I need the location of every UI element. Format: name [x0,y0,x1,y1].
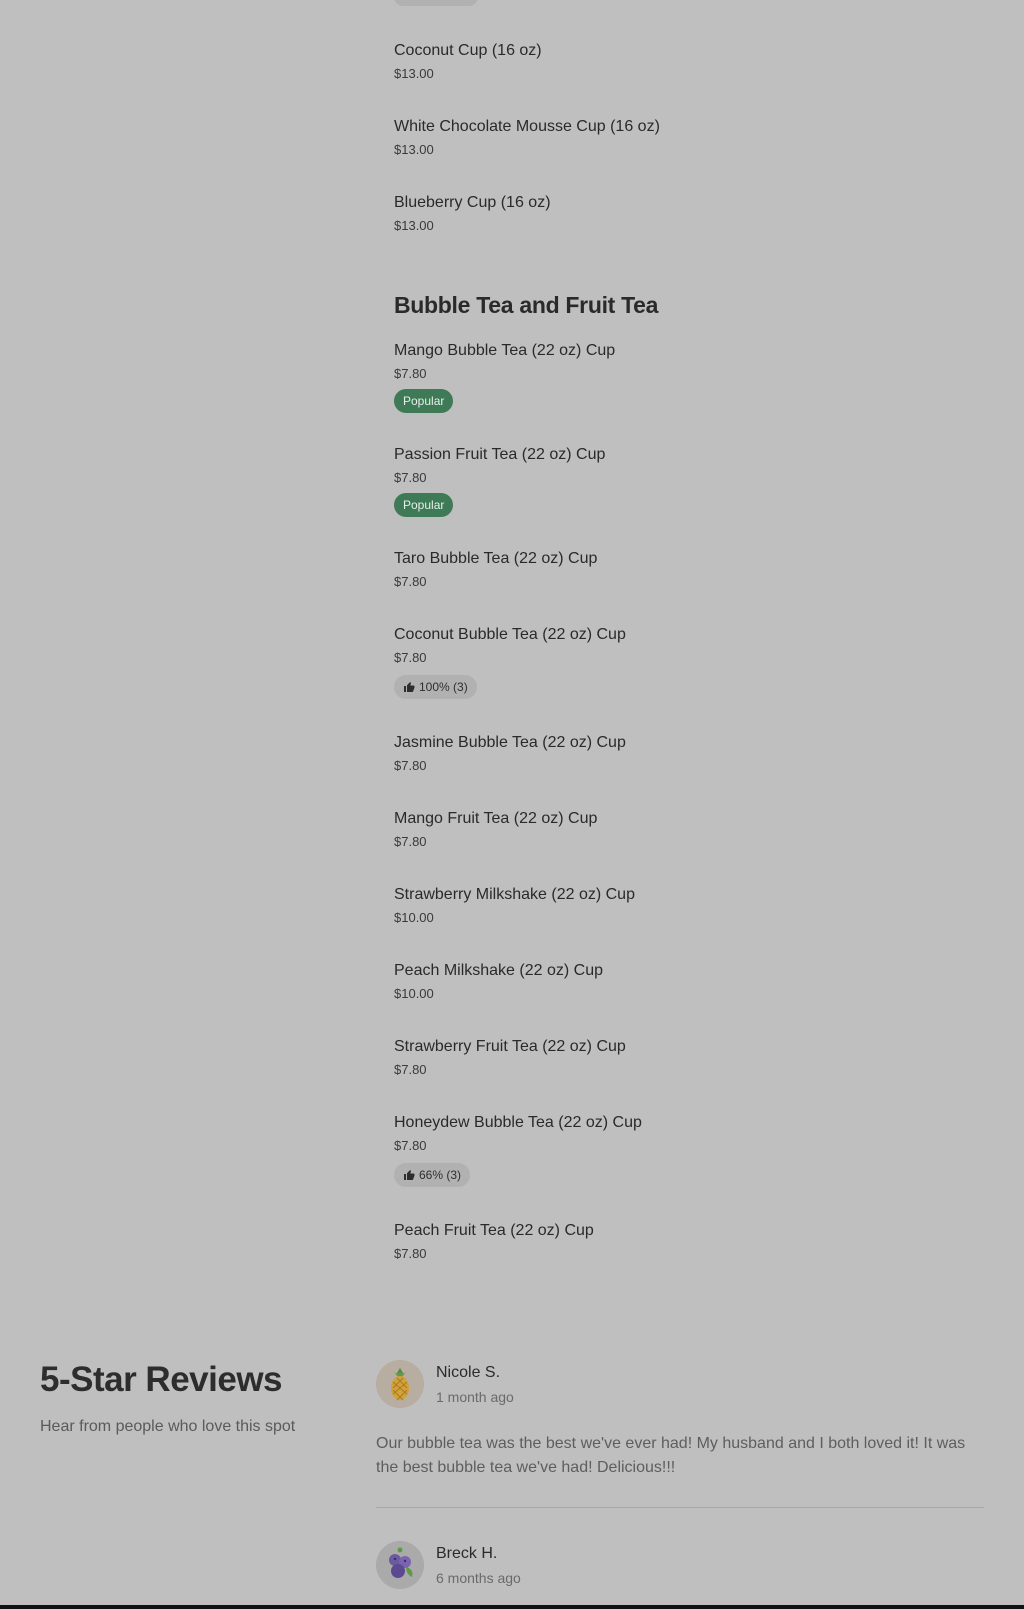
item-name: Strawberry Milkshake (22 oz) Cup [394,886,635,903]
rating-text: 100% (3) [419,680,468,694]
item-name: Coconut Bubble Tea (22 oz) Cup [394,626,626,643]
item-price: $13.00 [394,218,434,233]
item-price: $7.80 [394,1062,427,1077]
menu-item[interactable] [394,40,542,83]
menu-item[interactable] [394,548,597,591]
bottom-bar [0,1605,1024,1609]
item-price: $13.00 [394,142,434,157]
item-price: $7.80 [394,650,427,665]
item-name: Mango Bubble Tea (22 oz) Cup [394,342,616,359]
item-price: $7.80 [394,834,427,849]
menu-item[interactable] [394,116,660,159]
popular-badge: Popular [394,493,453,517]
item-price: $7.80 [394,366,427,381]
menu-item[interactable] [394,1036,626,1079]
item-price: $7.80 [394,1246,427,1261]
item-price: $13.00 [394,66,434,81]
item-name: Mango Fruit Tea (22 oz) Cup [394,810,598,827]
reviewer-name: Breck H. [436,1545,498,1562]
menu-item[interactable] [394,192,551,235]
rating-badge-clipped [394,0,478,6]
item-name: Taro Bubble Tea (22 oz) Cup [394,550,598,567]
rating-badge [394,1163,470,1187]
item-name: Coconut Cup (16 oz) [394,42,542,59]
item-price: $7.80 [394,1138,427,1153]
menu-item[interactable] [394,808,597,851]
menu-item[interactable] [394,960,603,1003]
rating-text: 66% (3) [419,1168,462,1182]
item-price: $10.00 [394,986,434,1001]
menu-item[interactable] [394,884,635,927]
avatar [376,1541,424,1589]
section-title: Bubble Tea and Fruit Tea [394,292,659,318]
pineapple-icon [376,1360,424,1408]
review-text: Our bubble tea was the best we've ever had! My husband and I both loved it! It was the best bubble tea we've had! Delicious!!! [376,1435,966,1476]
menu-item[interactable] [394,340,615,413]
menu-item[interactable] [394,1112,642,1187]
item-name: Peach Fruit Tea (22 oz) Cup [394,1222,594,1239]
item-price: $7.80 [394,758,427,773]
thumbs-up-icon [403,681,415,693]
rating-badge [394,675,477,699]
item-name: Peach Milkshake (22 oz) Cup [394,962,603,979]
menu-item[interactable] [394,732,626,775]
item-price: $7.80 [394,574,427,589]
avatar [376,1360,424,1408]
menu-item[interactable] [394,1220,594,1263]
reviews-subtitle: Hear from people who love this spot [40,1418,296,1435]
item-price: $10.00 [394,910,434,925]
item-price: $7.80 [394,470,427,485]
review-time: 1 month ago [436,1389,514,1405]
blueberry-icon [376,1541,424,1589]
reviewer-name: Nicole S. [436,1364,501,1381]
item-name: Strawberry Fruit Tea (22 oz) Cup [394,1038,626,1055]
popular-badge: Popular [394,389,453,413]
divider [376,1507,984,1508]
item-name: White Chocolate Mousse Cup (16 oz) [394,118,660,135]
menu-item[interactable] [394,624,626,699]
thumbs-up-icon [403,1169,415,1181]
reviews-title: 5-Star Reviews [40,1360,283,1399]
item-name: Passion Fruit Tea (22 oz) Cup [394,446,606,463]
item-name: Honeydew Bubble Tea (22 oz) Cup [394,1114,642,1131]
item-name: Jasmine Bubble Tea (22 oz) Cup [394,734,626,751]
item-name: Blueberry Cup (16 oz) [394,194,551,211]
menu-item[interactable] [394,444,605,517]
review-time: 6 months ago [436,1570,521,1586]
